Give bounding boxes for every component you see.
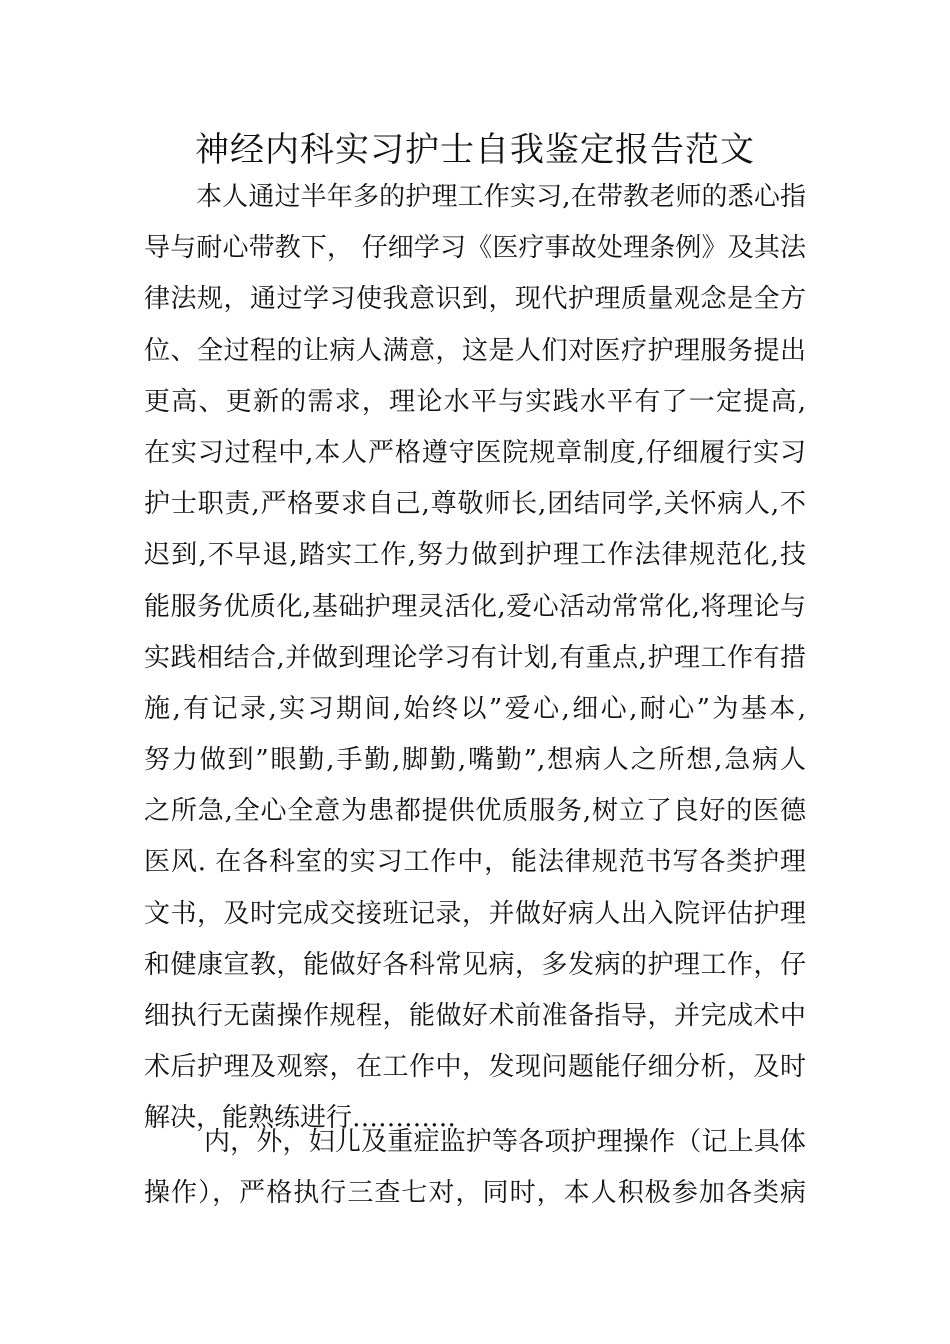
paragraph-line: 迟到,不早退,踏实工作,努力做到护理工作法律规范化,技 bbox=[144, 540, 806, 571]
document-title: 神经内科实习护士自我鉴定报告范文 bbox=[195, 130, 755, 170]
paragraph-line: 文书，及时完成交接班记录，并做好病人出入院评估护理 bbox=[144, 898, 806, 929]
paragraph-line: 导与耐心带教下， 仔细学习《医疗事故处理条例》及其法 bbox=[144, 233, 806, 264]
paragraph-line: 努力做到”眼勤,手勤,脚勤,嘴勤”,想病人之所想,急病人 bbox=[144, 745, 806, 776]
paragraph-line: 本人通过半年多的护理工作实习,在带教老师的悉心指 bbox=[196, 182, 806, 212]
paragraph-line: 操作），严格执行三查七对，同时，本人积极参加各类病 bbox=[144, 1178, 806, 1209]
paragraph-1 bbox=[144, 172, 806, 1145]
paragraph-line: 细执行无菌操作规程，能做好术前准备指导，并完成术中 bbox=[144, 1001, 806, 1031]
paragraph-line: 施,有记录,实习期间,始终以”爱心,细心,耐心”为基本, bbox=[144, 693, 806, 724]
paragraph-line: 更高、更新的需求，理论水平与实践水平有了一定提高, bbox=[144, 386, 806, 417]
paragraph-line: 在实习过程中,本人严格遵守医院规章制度,仔细履行实习 bbox=[144, 437, 806, 468]
paragraph-line: 之所急,全心全意为患都提供优质服务,树立了良好的医德 bbox=[144, 796, 806, 827]
paragraph-line: 位、全过程的让病人满意，这是人们对医疗护理服务提出 bbox=[144, 335, 806, 366]
paragraph-line: 解决，能熟练进行………… bbox=[144, 1103, 457, 1134]
paragraph-line: 律法规，通过学习使我意识到，现代护理质量观念是全方 bbox=[144, 284, 806, 315]
paragraph-line: 能服务优质化,基础护理灵活化,爱心活动常常化,将理论与 bbox=[144, 591, 806, 622]
paragraph-line: 和健康宣教，能做好各科常见病，多发病的护理工作，仔 bbox=[144, 949, 806, 980]
paragraph-2 bbox=[144, 1117, 806, 1219]
paragraph-line: 医风. 在各科室的实习工作中，能法律规范书写各类护理 bbox=[144, 847, 806, 878]
paragraph-line: 实践相结合,并做到理论学习有计划,有重点,护理工作有措 bbox=[144, 642, 806, 673]
paragraph-line: 内，外，妇儿及重症监护等各项护理操作（记上具体 bbox=[204, 1127, 806, 1157]
paragraph-line: 术后护理及观察，在工作中，发现问题能仔细分析，及时 bbox=[144, 1052, 806, 1083]
paragraph-line: 护士职责,严格要求自己,尊敬师长,团结同学,关怀病人,不 bbox=[144, 489, 806, 520]
